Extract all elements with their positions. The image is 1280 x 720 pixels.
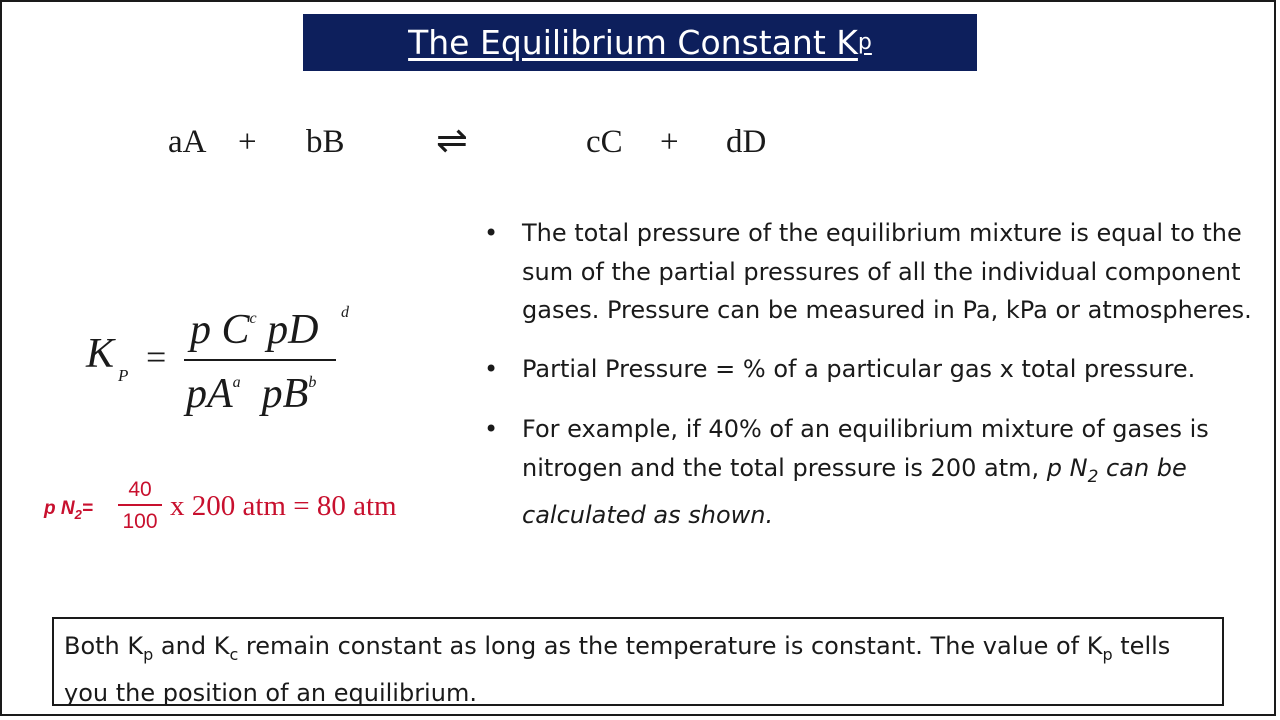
numerator-term-d: pD: [267, 307, 319, 353]
numerator-term-c: p C: [190, 307, 250, 353]
bullet-italic-tail: can be calculated as shown.: [522, 453, 1187, 529]
example-lhs-text: p N: [44, 498, 75, 519]
example-rhs: x 200 atm = 80 atm: [170, 490, 397, 522]
example-lhs: [44, 498, 93, 522]
note-text-4: tells you the position of an equilibrium.: [64, 632, 1171, 707]
equilibrium-arrow-icon: ⇌: [436, 120, 468, 162]
exponent-b: b: [308, 374, 317, 391]
reactant-b: bB: [306, 124, 345, 160]
denominator-term-b: pB: [261, 371, 309, 417]
plus-sign-2: +: [660, 124, 679, 160]
kp-symbol-subscript: P: [118, 366, 129, 385]
exponent-a: a: [232, 374, 241, 391]
example-lhs-equals: =: [81, 498, 93, 519]
fraction-denominator: 100: [122, 510, 158, 533]
reactant-a: aA: [168, 124, 207, 160]
bullet-icon: •: [484, 415, 499, 443]
note-text-2: and K: [153, 632, 230, 660]
bullet-icon: •: [484, 219, 499, 247]
bullet-list: [480, 214, 1275, 554]
bullet-item-example: [480, 410, 1275, 534]
exponent-d: d: [341, 304, 349, 321]
partial-pressure-example: [44, 478, 454, 538]
slide-title: [303, 14, 977, 71]
fraction-numerator: 40: [128, 478, 152, 501]
bullet-item-partial-pressure: [480, 350, 1275, 389]
exponent-c: c: [249, 310, 257, 327]
fraction-bar: [184, 359, 336, 361]
bullet-italic-subscript: 2: [1087, 466, 1099, 487]
note-sub-p-1: p: [143, 644, 154, 664]
note-sub-c: c: [229, 644, 239, 664]
bullet-icon: •: [484, 354, 499, 383]
kp-denominator: [186, 370, 316, 418]
denominator-term-a: pA: [186, 371, 233, 417]
note-sub-p-2: p: [1102, 644, 1113, 664]
slide-title-subscript: p: [857, 30, 872, 55]
bullet-text: The total pressure of the equilibrium mixture is equal to the sum of the partial pressures of all the individual component gases. Pressure can be measured in Pa, kPa or atmospheres.: [522, 219, 1252, 324]
bullet-italic-symbol: p N: [1046, 453, 1088, 482]
bullet-text: Partial Pressure = % of a particular gas x total pressure.: [522, 354, 1196, 383]
summary-note-box: [52, 617, 1224, 706]
kp-expression: [80, 300, 380, 420]
fraction-line: [118, 504, 162, 506]
example-fraction: [118, 478, 162, 534]
note-text-1: Both K: [64, 632, 144, 660]
kp-numerator: [190, 306, 318, 354]
kp-equals-sign: =: [146, 337, 167, 377]
example-lhs-subscript: 2: [74, 506, 82, 522]
bullet-item-total-pressure: [480, 214, 1275, 330]
note-text-3: remain constant as long as the temperature is constant. The value of K: [238, 632, 1103, 660]
kp-symbol: K: [86, 331, 115, 377]
product-c: cC: [586, 124, 623, 160]
bullet-text: For example, if 40% of an equilibrium mixture of gases is nitrogen and the total pressure is 200 atm,: [522, 415, 1209, 482]
plus-sign-1: +: [238, 124, 257, 160]
product-d: dD: [726, 124, 767, 160]
slide-title-text: The Equilibrium Constant K: [408, 23, 858, 62]
